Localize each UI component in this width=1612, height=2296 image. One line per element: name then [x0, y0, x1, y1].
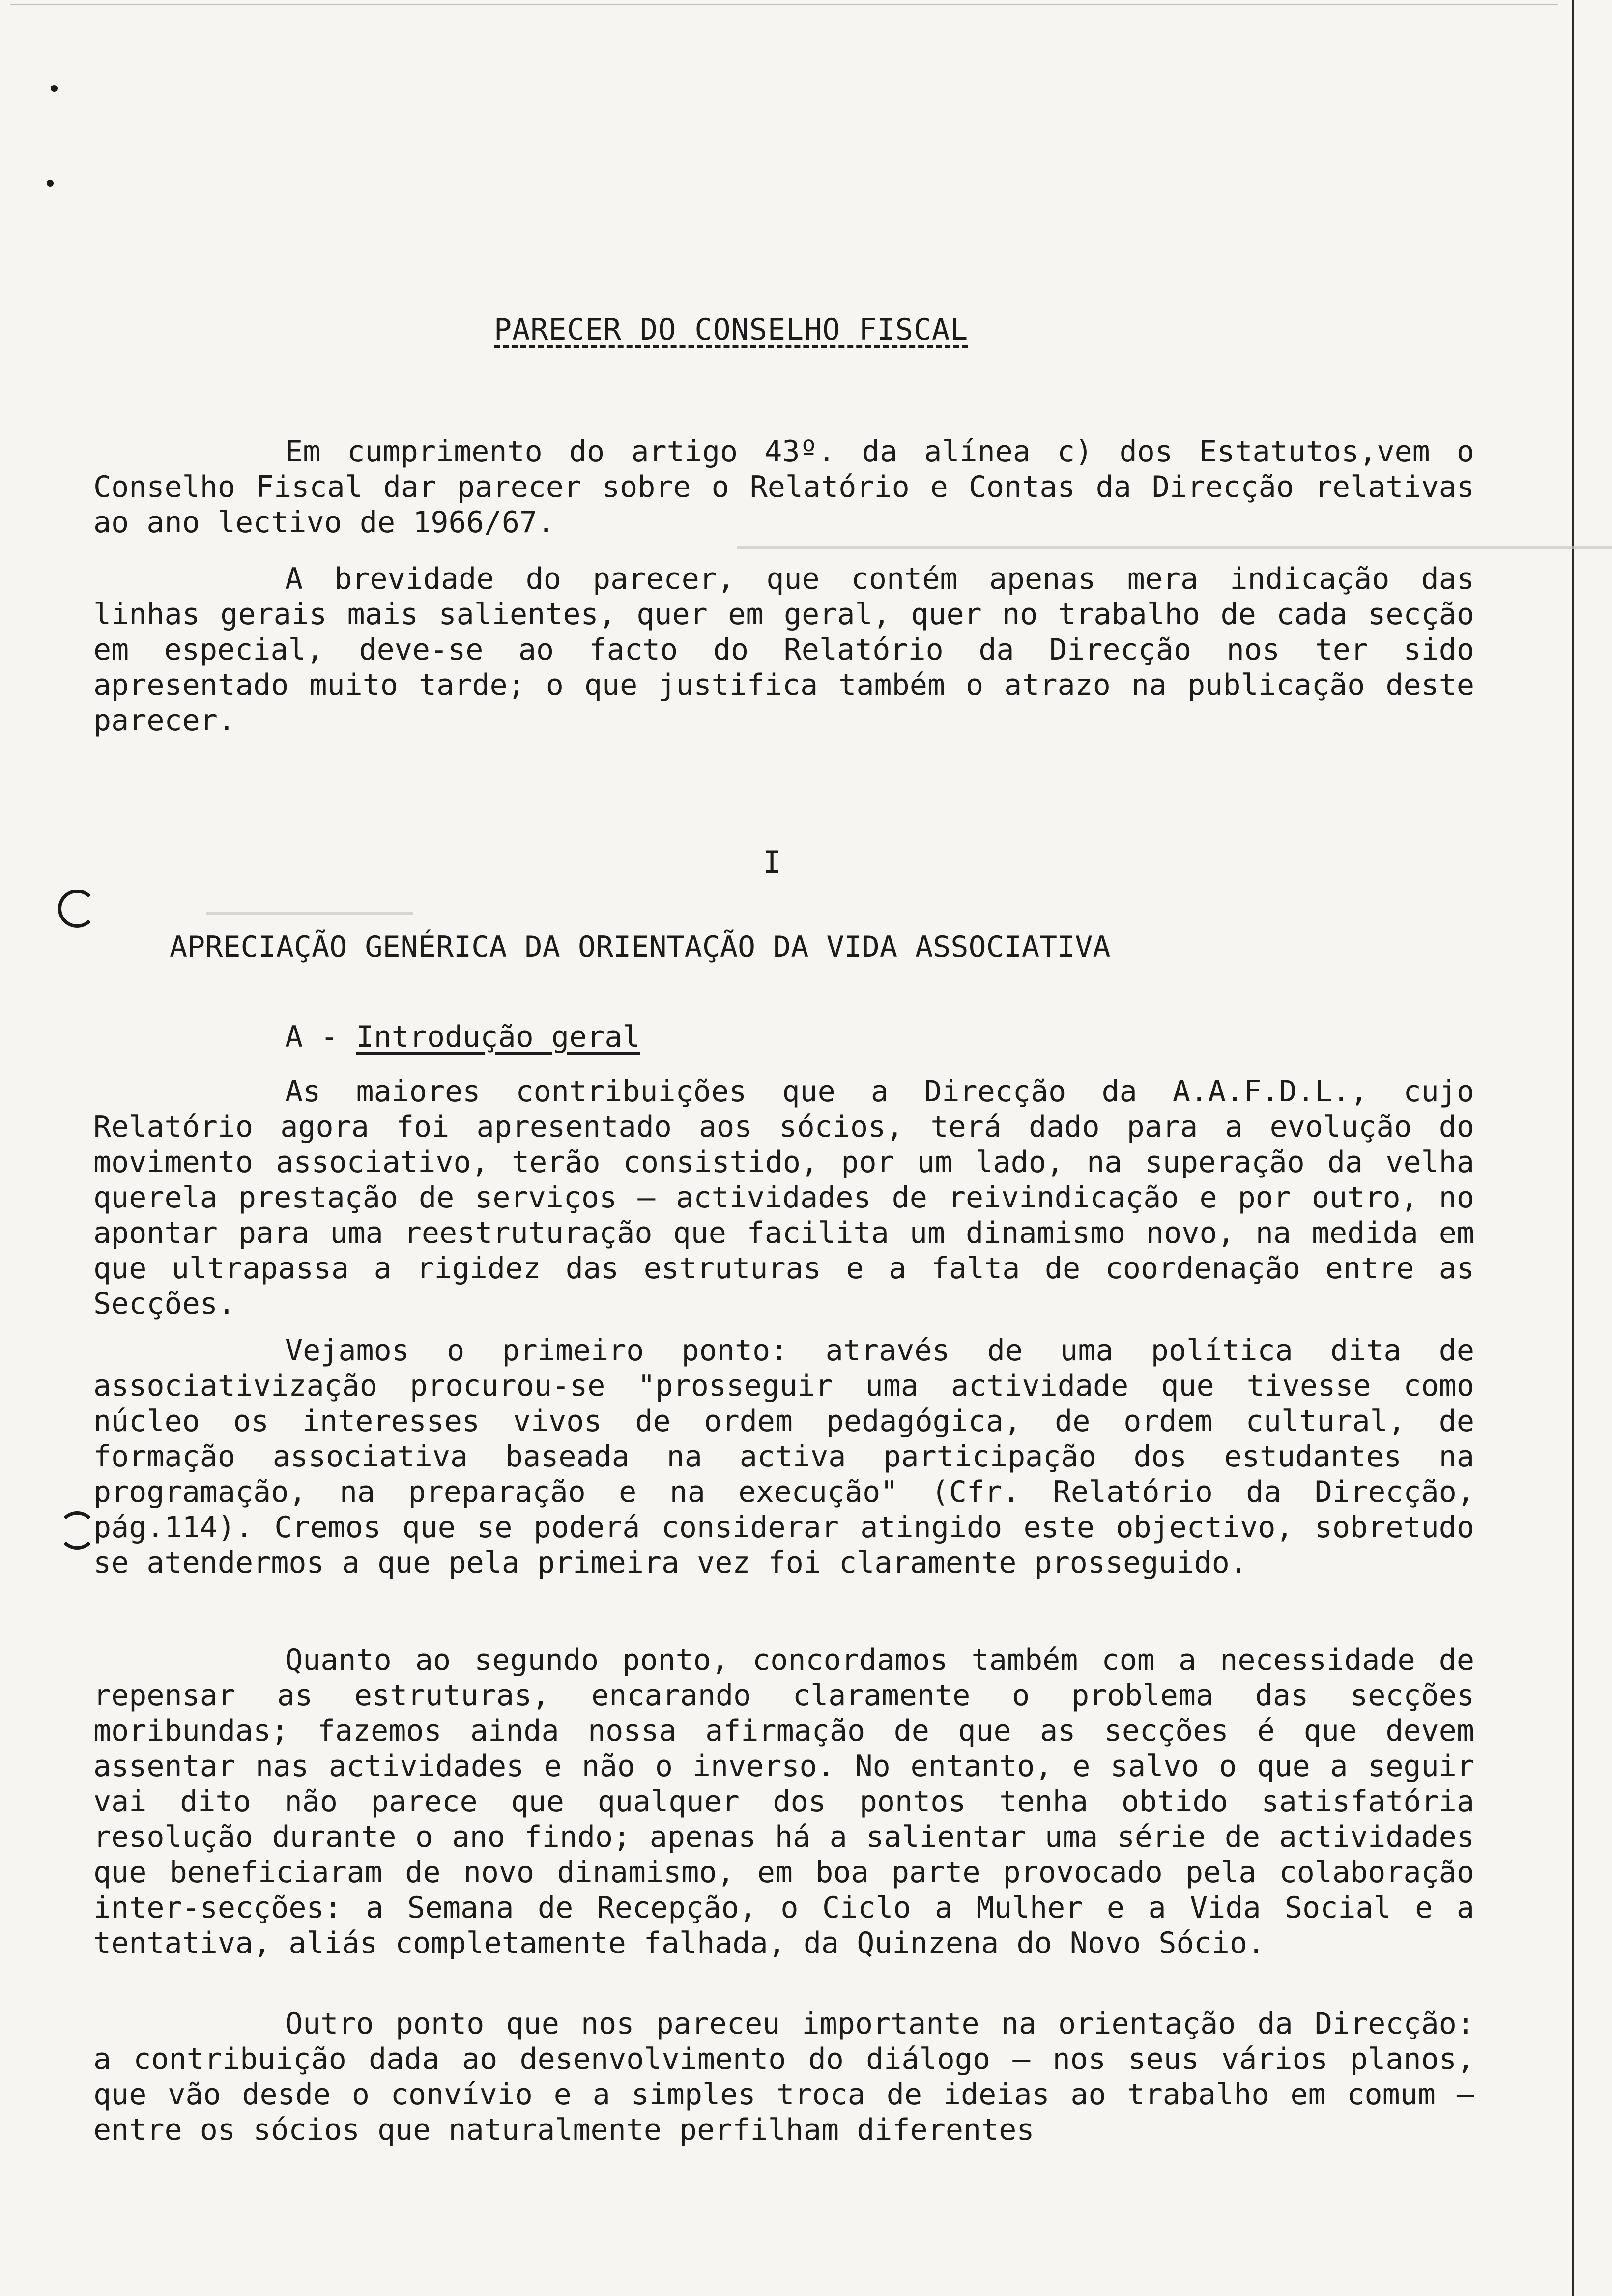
binder-hole-dot — [51, 85, 58, 92]
body-paragraph: Outro ponto que nos pareceu importante na orientação da Direcção: a contribuição dada ao desenvolvimento do diálogo — nos seus vários planos, que vão desde o convívio e a simples troca de ideias ao trabalho em comum — entre os sócios que naturalmente perfilham diferentes — [93, 2007, 1474, 2147]
intro-paragraph: Em cumprimento do artigo 43º. da alínea c) dos Estatutos,vem o Conselho Fiscal dar parecer sobre o Relatório e Contas da Direcção relativas ao ano lectivo de 1966/67. — [93, 434, 1474, 540]
body-paragraph: Vejamos o primeiro ponto: através de uma política dita de associativização procurou-se "prosseguir uma actividade que tivesse como núcleo os interesses vivos de ordem pedagógica, de ordem cultural, de formação associativa baseada na activa participação dos estudantes na programação, na preparação e na execução" (Cfr. Relatório da Direcção, pág.114). Cremos que se poderá considerar atingido este objectivo, sobretudo se atendermos a que pela primeira vez foi claramente prosseguido. — [93, 1333, 1474, 1580]
binder-ring-mark — [58, 890, 96, 928]
binder-hole-dot — [47, 180, 54, 187]
page-edge-line — [1572, 0, 1574, 2296]
section-number: I — [763, 844, 781, 880]
page-top-edge — [10, 4, 1558, 5]
subsection-heading — [285, 1020, 640, 1054]
section-title: APRECIAÇÃO GENÉRICA DA ORIENTAÇÃO DA VIDA ASSOCIATIVA — [170, 930, 1111, 964]
subsection-letter: A - — [285, 1020, 339, 1054]
scan-smudge — [206, 912, 413, 915]
scan-smudge — [737, 546, 1612, 549]
subsection-title: Introdução geral — [356, 1020, 640, 1054]
intro-paragraph: A brevidade do parecer, que contém apenas mera indicação das linhas gerais mais salientes, quer em geral, quer no trabalho de cada secção em especial, deve-se ao facto do Relatório da Direcção nos ter sido apresentado muito tarde; o que justifica também o atrazo na publicação deste parecer. — [93, 562, 1474, 738]
document-title: PARECER DO CONSELHO FISCAL — [494, 313, 969, 347]
body-paragraph: As maiores contribuições que a Direcção da A.A.F.D.L., cujo Relatório agora foi apresentado aos sócios, terá dado para a evolução do movimento associativo, terão consistido, por um lado, na superação da velha querela prestação de serviços — actividades de reivindicação e por outro, no apontar para uma reestruturação que facilita um dinamismo novo, na medida em que ultrapassa a rigidez das estruturas e a falta de coordenação entre as Secções. — [93, 1074, 1474, 1321]
body-paragraph: Quanto ao segundo ponto, concordamos também com a necessidade de repensar as estruturas, encarando claramente o problema das secções moribundas; fazemos ainda nossa afirmação de que as secções é que devem assentar nas actividades e não o inverso. No entanto, e salvo o que a seguir vai dito não parece que qualquer dos pontos tenha obtido satisfatória resolução durante o ano findo; apenas há a salientar uma série de actividades que beneficiaram de novo dinamismo, em boa parte provocado pela colaboração inter-secções: a Semana de Recepção, o Ciclo a Mulher e a Vida Social e a tentativa, aliás completamente falhada, da Quinzena do Novo Sócio. — [93, 1643, 1474, 1960]
binder-ring-mark — [58, 1511, 96, 1550]
